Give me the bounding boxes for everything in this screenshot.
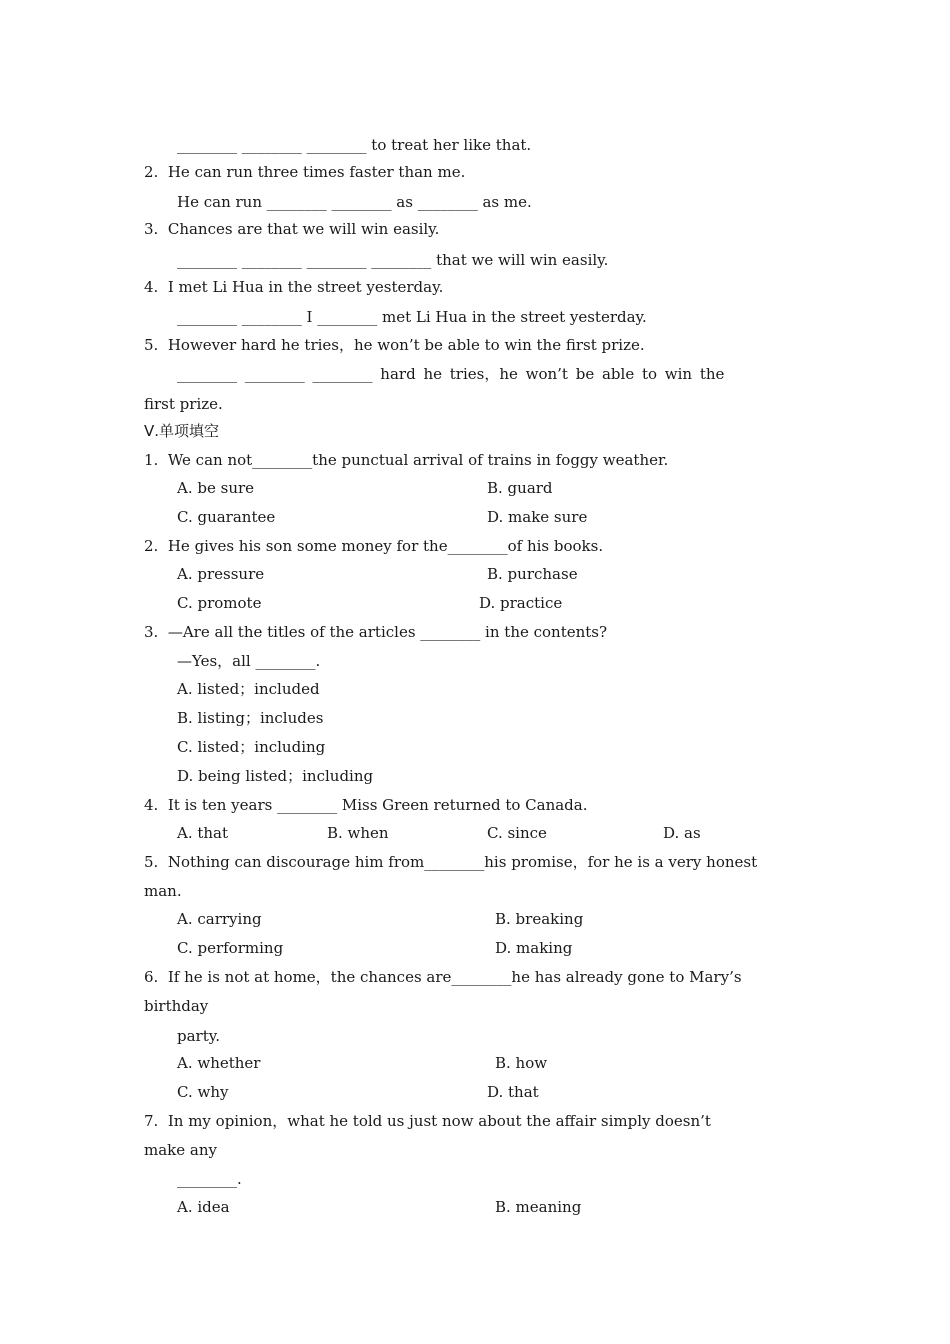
mc-q7-stem: 7. In my opinion，what he told us just now about the affair simply doesn’t [144, 1112, 711, 1130]
q3-rewrite-line: ________ ________ ________ ________ that we will win easily. [177, 251, 609, 269]
q3-stem: 3. Chances are that we will win easily. [144, 220, 440, 238]
mc-q2-option-d: D. practice [479, 594, 563, 612]
mc-q4-option-a: A. that [177, 824, 229, 842]
mc-q7-option-a: A. idea [177, 1198, 230, 1216]
mc-q6-stem-cont: birthday [144, 997, 209, 1015]
mc-q5-option-a: A. carrying [177, 910, 262, 928]
mc-q5-stem: 5. Nothing can discourage him from________his promise，for he is a very honest [144, 853, 758, 871]
q5-rewrite-line-cont: first prize. [144, 395, 223, 413]
mc-q1-option-d: D. make sure [487, 508, 588, 526]
mc-q6-option-c: C. why [177, 1083, 229, 1101]
mc-q6-stem-cont2: party. [177, 1027, 220, 1045]
mc-q7-option-b: B. meaning [495, 1198, 582, 1216]
mc-q4-stem: 4. It is ten years ________ Miss Green returned to Canada. [144, 796, 588, 814]
q5-stem: 5. However hard he tries，he won’t be able to win the first prize. [144, 336, 645, 354]
q2-stem: 2. He can run three times faster than me. [144, 163, 466, 181]
mc-q2-option-c: C. promote [177, 594, 262, 612]
mc-q3-option-b: B. listing；includes [177, 709, 324, 727]
q2-rewrite-line: He can run ________ ________ as ________ as me. [177, 193, 532, 211]
mc-q5-option-c: C. performing [177, 939, 284, 957]
mc-q6-option-a: A. whether [177, 1054, 261, 1072]
mc-q1-option-a: A. be sure [177, 479, 255, 497]
mc-q3-option-a: A. listed；included [177, 680, 320, 698]
mc-q3-reply: —Yes，all ________. [177, 652, 321, 670]
mc-q1-option-c: C. guarantee [177, 508, 276, 526]
mc-q5-option-b: B. breaking [495, 910, 584, 928]
mc-q1-stem: 1. We can not________the punctual arrival of trains in foggy weather. [144, 451, 669, 469]
mc-q2-option-a: A. pressure [177, 565, 265, 583]
q1-rewrite-line: ________ ________ ________ to treat her like that. [177, 136, 532, 154]
mc-q3-option-d: D. being listed；including [177, 767, 374, 785]
mc-q5-stem-cont: man. [144, 882, 182, 900]
mc-q1-option-b: B. guard [487, 479, 553, 497]
mc-q3-stem: 3. —Are all the titles of the articles ________ in the contents? [144, 623, 608, 641]
mc-q7-stem-cont: make any [144, 1141, 217, 1159]
mc-q5-option-d: D. making [495, 939, 573, 957]
mc-q4-option-d: D. as [663, 824, 701, 842]
mc-q6-option-d: D. that [487, 1083, 539, 1101]
mc-q3-option-c: C. listed；including [177, 738, 326, 756]
mc-q6-option-b: B. how [495, 1054, 548, 1072]
section-heading: Ⅴ.单项填空 [144, 422, 220, 440]
mc-q4-option-c: C. since [487, 824, 547, 842]
mc-q4-option-b: B. when [327, 824, 389, 842]
q4-stem: 4. I met Li Hua in the street yesterday. [144, 278, 444, 296]
q5-rewrite-line: ________ ________ ________ hard he tries，he won’t be able to win the [177, 365, 725, 383]
mc-q2-option-b: B. purchase [487, 565, 578, 583]
mc-q6-stem: 6. If he is not at home，the chances are________he has already gone to Mary’s [144, 968, 742, 986]
mc-q2-stem: 2. He gives his son some money for the________of his books. [144, 537, 604, 555]
mc-q7-blank: ________. [177, 1170, 242, 1188]
q4-rewrite-line: ________ ________ I ________ met Li Hua in the street yesterday. [177, 308, 647, 326]
